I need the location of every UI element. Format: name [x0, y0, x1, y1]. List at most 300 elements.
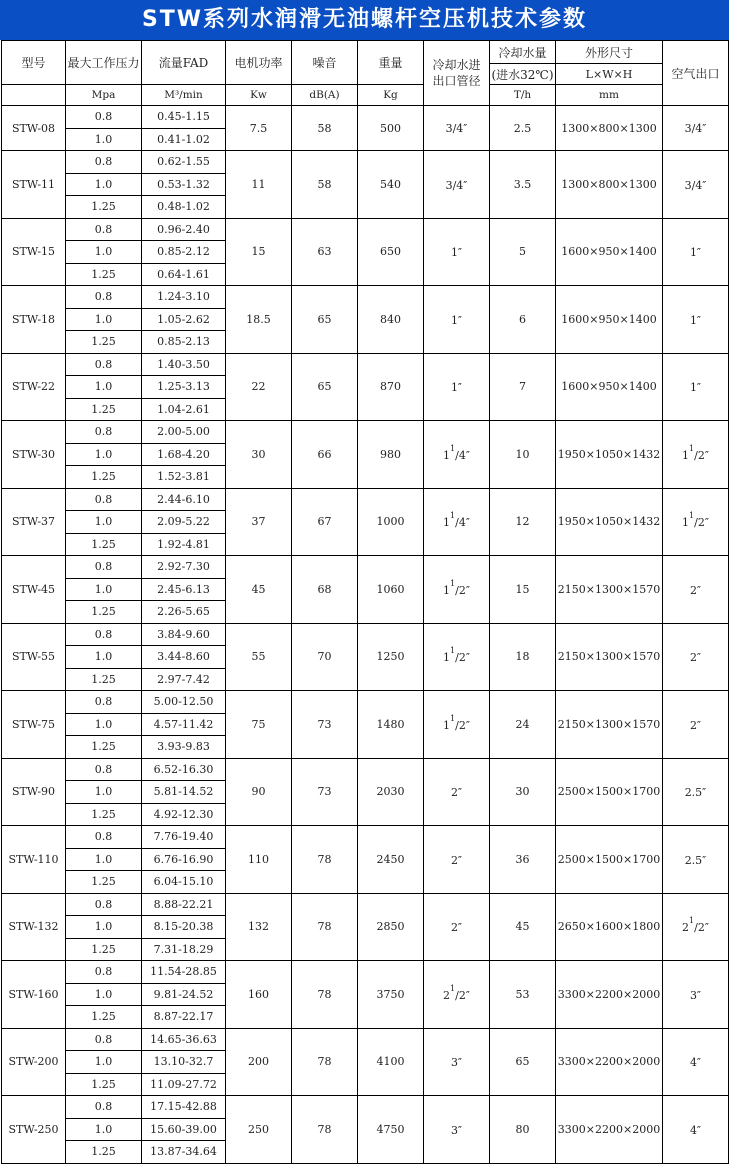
fad-cell: 0.85-2.13 [142, 331, 226, 354]
pressure-cell: 0.8 [66, 623, 142, 646]
fad-cell: 9.81-24.52 [142, 983, 226, 1006]
weight-cell: 2030 [358, 758, 424, 826]
weight-cell: 1480 [358, 691, 424, 759]
outlet-cell [663, 826, 729, 894]
outlet-cell-rest: 3/4″ [684, 178, 707, 192]
pipe-cell-value [451, 854, 462, 867]
pipe-cell-value [443, 713, 470, 732]
model-cell: STW-160 [2, 961, 66, 1029]
pressure-cell: 0.8 [66, 421, 142, 444]
pressure-cell: 1.25 [66, 331, 142, 354]
power-cell: 90 [226, 758, 292, 826]
pipe-cell-numerator: 1 [450, 511, 456, 521]
pressure-cell: 0.8 [66, 961, 142, 984]
pipe-cell [424, 1096, 490, 1164]
pipe-cell-rest: 2″ [450, 921, 463, 935]
pressure-cell: 1.25 [66, 871, 142, 894]
water-cell: 10 [490, 421, 556, 489]
model-cell: STW-45 [2, 556, 66, 624]
table-row [2, 1096, 729, 1119]
model-cell: STW-55 [2, 623, 66, 691]
weight-cell: 1060 [358, 556, 424, 624]
pipe-cell [424, 421, 490, 489]
table-row [2, 488, 729, 511]
pressure-cell: 1.0 [66, 128, 142, 151]
outlet-cell-rest: 4″ [689, 1056, 702, 1070]
pipe-cell [424, 218, 490, 286]
dims-cell: 2500×1500×1700 [556, 758, 663, 826]
fad-cell: 0.85-2.12 [142, 241, 226, 264]
outlet-cell [663, 556, 729, 624]
outlet-cell-rest: /2″ [694, 921, 709, 935]
water-cell: 5 [490, 218, 556, 286]
pressure-cell: 1.25 [66, 736, 142, 759]
power-cell: 18.5 [226, 286, 292, 354]
power-cell: 15 [226, 218, 292, 286]
weight-cell: 2450 [358, 826, 424, 894]
pipe-cell-whole: 1 [443, 718, 451, 732]
water-cell: 53 [490, 961, 556, 1029]
water-cell: 80 [490, 1096, 556, 1164]
outlet-cell-rest: 2″ [689, 718, 702, 732]
pipe-cell-rest: /4″ [455, 448, 470, 462]
pipe-cell-rest: 3/4″ [445, 178, 468, 192]
noise-cell: 78 [292, 1028, 358, 1096]
fad-cell: 1.40-3.50 [142, 353, 226, 376]
power-cell: 250 [226, 1096, 292, 1164]
pressure-cell: 1.0 [66, 308, 142, 331]
pressure-cell: 0.8 [66, 286, 142, 309]
pressure-cell: 1.0 [66, 578, 142, 601]
unit-weight: Kg [358, 85, 424, 106]
pipe-cell [424, 151, 490, 219]
table-row [2, 286, 729, 309]
pipe-cell-numerator: 1 [450, 646, 456, 656]
outlet-cell [663, 623, 729, 691]
pipe-cell-numerator: 1 [450, 443, 456, 453]
noise-cell: 67 [292, 488, 358, 556]
water-cell: 15 [490, 556, 556, 624]
outlet-cell-value [690, 651, 701, 664]
fad-cell: 0.45-1.15 [142, 106, 226, 129]
water-cell: 12 [490, 488, 556, 556]
fad-cell: 13.87-34.64 [142, 1141, 226, 1164]
weight-cell: 4100 [358, 1028, 424, 1096]
pipe-cell-whole: 1 [443, 448, 451, 462]
unit-water: T/h [490, 85, 556, 106]
fad-cell: 4.92-12.30 [142, 803, 226, 826]
pipe-cell-value [451, 921, 462, 934]
pressure-cell: 1.0 [66, 848, 142, 871]
pipe-cell-rest: /4″ [455, 516, 470, 530]
pressure-cell: 1.0 [66, 173, 142, 196]
fad-cell: 2.00-5.00 [142, 421, 226, 444]
header-weight: 重量 [358, 41, 424, 85]
outlet-cell-value [682, 443, 709, 462]
pipe-cell-numerator: 1 [450, 578, 456, 588]
dims-cell: 1950×1050×1432 [556, 488, 663, 556]
dims-cell: 1300×800×1300 [556, 106, 663, 151]
outlet-cell-value [690, 584, 701, 597]
unit-dims: mm [556, 85, 663, 106]
header-noise: 噪音 [292, 41, 358, 85]
pressure-cell: 1.0 [66, 241, 142, 264]
fad-cell: 1.25-3.13 [142, 376, 226, 399]
fad-cell: 2.92-7.30 [142, 556, 226, 579]
pipe-cell-numerator: 1 [450, 713, 456, 723]
pressure-cell: 1.0 [66, 1051, 142, 1074]
outlet-cell [663, 1028, 729, 1096]
weight-cell: 980 [358, 421, 424, 489]
outlet-cell-value [682, 511, 709, 530]
noise-cell: 58 [292, 106, 358, 151]
noise-cell: 73 [292, 758, 358, 826]
fad-cell: 0.96-2.40 [142, 218, 226, 241]
model-cell: STW-200 [2, 1028, 66, 1096]
table-row [2, 758, 729, 781]
power-cell: 7.5 [226, 106, 292, 151]
pipe-cell [424, 1028, 490, 1096]
unit-fad: M³/min [142, 85, 226, 106]
outlet-cell [663, 353, 729, 421]
noise-cell: 63 [292, 218, 358, 286]
fad-cell: 1.52-3.81 [142, 466, 226, 489]
pipe-cell-value [443, 578, 470, 597]
fad-cell: 0.53-1.32 [142, 173, 226, 196]
fad-cell: 3.84-9.60 [142, 623, 226, 646]
weight-cell: 840 [358, 286, 424, 354]
pipe-cell-rest: 1″ [450, 381, 463, 395]
fad-cell: 0.41-1.02 [142, 128, 226, 151]
outlet-cell [663, 286, 729, 354]
outlet-cell-rest: 2.5″ [684, 786, 707, 800]
pipe-cell-value [451, 786, 462, 799]
pressure-cell: 0.8 [66, 1028, 142, 1051]
fad-cell: 15.60-39.00 [142, 1118, 226, 1141]
pressure-cell: 1.25 [66, 466, 142, 489]
noise-cell: 73 [292, 691, 358, 759]
pipe-cell-rest: /2″ [455, 988, 470, 1002]
pressure-cell: 0.8 [66, 106, 142, 129]
pipe-cell-whole: 1 [443, 516, 451, 530]
pipe-cell-rest: 2″ [450, 853, 463, 867]
table-row [2, 106, 729, 129]
fad-cell: 11.09-27.72 [142, 1073, 226, 1096]
fad-cell: 7.31-18.29 [142, 938, 226, 961]
fad-cell: 2.44-6.10 [142, 488, 226, 511]
table-row [2, 151, 729, 174]
power-cell: 22 [226, 353, 292, 421]
pipe-cell [424, 353, 490, 421]
noise-cell: 78 [292, 893, 358, 961]
dims-cell: 3300×2200×2000 [556, 1096, 663, 1164]
fad-cell: 6.04-15.10 [142, 871, 226, 894]
model-cell: STW-132 [2, 893, 66, 961]
pipe-cell-value [451, 314, 462, 327]
pressure-cell: 0.8 [66, 151, 142, 174]
model-cell: STW-22 [2, 353, 66, 421]
fad-cell: 2.09-5.22 [142, 511, 226, 534]
pipe-cell [424, 691, 490, 759]
pressure-cell: 1.25 [66, 263, 142, 286]
fad-cell: 6.52-16.30 [142, 758, 226, 781]
dims-cell: 2150×1300×1570 [556, 691, 663, 759]
header-pressure: 最大工作压力 [66, 41, 142, 85]
pressure-cell: 1.0 [66, 443, 142, 466]
model-cell: STW-250 [2, 1096, 66, 1164]
outlet-cell-whole: 2 [682, 921, 690, 935]
noise-cell: 58 [292, 151, 358, 219]
water-cell: 7 [490, 353, 556, 421]
pipe-cell [424, 893, 490, 961]
pipe-cell-rest: /2″ [455, 583, 470, 597]
model-cell: STW-110 [2, 826, 66, 894]
pressure-cell: 1.0 [66, 511, 142, 534]
table-row [2, 961, 729, 984]
outlet-cell-value [685, 854, 707, 867]
table-row [2, 556, 729, 579]
header-power: 电机功率 [226, 41, 292, 85]
header-dims-sub: L×W×H [556, 64, 663, 85]
fad-cell: 1.04-2.61 [142, 398, 226, 421]
dims-cell: 2150×1300×1570 [556, 623, 663, 691]
outlet-cell [663, 218, 729, 286]
table-row [2, 353, 729, 376]
noise-cell: 78 [292, 961, 358, 1029]
model-cell: STW-15 [2, 218, 66, 286]
fad-cell: 2.26-5.65 [142, 601, 226, 624]
outlet-cell-value [690, 1056, 701, 1069]
power-cell: 55 [226, 623, 292, 691]
outlet-cell [663, 961, 729, 1029]
outlet-cell-value [682, 916, 709, 935]
water-cell: 36 [490, 826, 556, 894]
water-cell: 18 [490, 623, 556, 691]
pipe-cell [424, 286, 490, 354]
header-dims: 外形尺寸 [556, 41, 663, 64]
outlet-cell-rest: 2″ [689, 583, 702, 597]
dims-cell: 2650×1600×1800 [556, 893, 663, 961]
fad-cell: 1.24-3.10 [142, 286, 226, 309]
water-cell: 6 [490, 286, 556, 354]
pressure-cell: 1.25 [66, 938, 142, 961]
fad-cell: 0.64-1.61 [142, 263, 226, 286]
fad-cell: 1.05-2.62 [142, 308, 226, 331]
weight-cell: 1250 [358, 623, 424, 691]
pipe-cell-rest: 3″ [450, 1123, 463, 1137]
outlet-cell [663, 1096, 729, 1164]
dims-cell: 1600×950×1400 [556, 218, 663, 286]
pressure-cell: 1.0 [66, 713, 142, 736]
outlet-cell-rest: 2″ [689, 651, 702, 665]
weight-cell: 1000 [358, 488, 424, 556]
noise-cell: 68 [292, 556, 358, 624]
water-cell: 3.5 [490, 151, 556, 219]
noise-cell: 65 [292, 353, 358, 421]
pressure-cell: 0.8 [66, 893, 142, 916]
fad-cell: 1.68-4.20 [142, 443, 226, 466]
unit-model [2, 85, 66, 106]
page-title: STW系列水润滑无油螺杆空压机技术参数 [0, 0, 729, 40]
power-cell: 132 [226, 893, 292, 961]
weight-cell: 870 [358, 353, 424, 421]
model-cell: STW-08 [2, 106, 66, 151]
power-cell: 30 [226, 421, 292, 489]
water-cell: 30 [490, 758, 556, 826]
dims-cell: 3300×2200×2000 [556, 961, 663, 1029]
pipe-cell-value [446, 122, 468, 135]
pressure-cell: 1.0 [66, 1118, 142, 1141]
noise-cell: 78 [292, 1096, 358, 1164]
water-cell: 65 [490, 1028, 556, 1096]
header-model: 型号 [2, 41, 66, 85]
spec-table [1, 40, 729, 1164]
pressure-cell: 1.0 [66, 781, 142, 804]
pipe-cell-numerator: 1 [450, 983, 456, 993]
power-cell: 110 [226, 826, 292, 894]
header-water: 冷却水量 [490, 41, 556, 64]
pipe-cell-rest: 3/4″ [445, 122, 468, 136]
pressure-cell: 0.8 [66, 758, 142, 781]
weight-cell: 540 [358, 151, 424, 219]
table-row [2, 826, 729, 849]
pipe-cell [424, 106, 490, 151]
pipe-cell-rest: 2″ [450, 786, 463, 800]
outlet-cell-numerator: 1 [689, 443, 695, 453]
outlet-cell-numerator: 1 [689, 511, 695, 521]
fad-cell: 3.44-8.60 [142, 646, 226, 669]
outlet-cell-rest: 3/4″ [684, 122, 707, 136]
pipe-cell [424, 623, 490, 691]
pressure-cell: 1.25 [66, 803, 142, 826]
water-cell: 2.5 [490, 106, 556, 151]
outlet-cell-value [690, 246, 701, 259]
pipe-cell-rest: /2″ [455, 651, 470, 665]
fad-cell: 14.65-36.63 [142, 1028, 226, 1051]
header-fad: 流量FAD [142, 41, 226, 85]
outlet-cell-rest: 3″ [689, 988, 702, 1002]
fad-cell: 5.00-12.50 [142, 691, 226, 714]
outlet-cell-value [685, 786, 707, 799]
fad-cell: 17.15-42.88 [142, 1096, 226, 1119]
fad-cell: 13.10-32.7 [142, 1051, 226, 1074]
table-row [2, 893, 729, 916]
dims-cell: 1600×950×1400 [556, 286, 663, 354]
pipe-cell-rest: 3″ [450, 1056, 463, 1070]
pressure-cell: 1.25 [66, 398, 142, 421]
fad-cell: 8.87-22.17 [142, 1006, 226, 1029]
pressure-cell: 1.25 [66, 668, 142, 691]
header-pipe-line2: 出口管径 [432, 74, 481, 88]
outlet-cell-rest: 1″ [689, 313, 702, 327]
outlet-cell-value [690, 989, 701, 1002]
model-cell: STW-30 [2, 421, 66, 489]
pressure-cell: 0.8 [66, 218, 142, 241]
outlet-cell [663, 151, 729, 219]
header-water-sub: (进水32℃) [490, 64, 556, 85]
outlet-cell-value [690, 719, 701, 732]
dims-cell: 2150×1300×1570 [556, 556, 663, 624]
power-cell: 45 [226, 556, 292, 624]
outlet-cell-whole: 1 [682, 448, 690, 462]
noise-cell: 78 [292, 826, 358, 894]
outlet-cell-value [690, 1124, 701, 1137]
power-cell: 200 [226, 1028, 292, 1096]
power-cell: 37 [226, 488, 292, 556]
outlet-cell [663, 893, 729, 961]
dims-cell: 1950×1050×1432 [556, 421, 663, 489]
table-row [2, 421, 729, 444]
fad-cell: 8.15-20.38 [142, 916, 226, 939]
pipe-cell [424, 961, 490, 1029]
pipe-cell-value [443, 646, 470, 665]
fad-cell: 4.57-11.42 [142, 713, 226, 736]
outlet-cell-value [685, 179, 707, 192]
dims-cell: 1300×800×1300 [556, 151, 663, 219]
pressure-cell: 1.0 [66, 983, 142, 1006]
fad-cell: 3.93-9.83 [142, 736, 226, 759]
pipe-cell [424, 758, 490, 826]
model-cell: STW-18 [2, 286, 66, 354]
pipe-cell-value [443, 983, 470, 1002]
outlet-cell-rest: 4″ [689, 1123, 702, 1137]
outlet-cell-rest: /2″ [694, 448, 709, 462]
pipe-cell-whole: 2 [443, 988, 451, 1002]
pipe-cell-value [451, 381, 462, 394]
power-cell: 75 [226, 691, 292, 759]
header-outlet: 空气出口 [663, 41, 729, 106]
pipe-cell-value [443, 511, 470, 530]
pressure-cell: 1.25 [66, 533, 142, 556]
power-cell: 160 [226, 961, 292, 1029]
pressure-cell: 0.8 [66, 556, 142, 579]
outlet-cell [663, 758, 729, 826]
weight-cell: 650 [358, 218, 424, 286]
pressure-cell: 0.8 [66, 353, 142, 376]
weight-cell: 4750 [358, 1096, 424, 1164]
outlet-cell-whole: 1 [682, 516, 690, 530]
table-row [2, 691, 729, 714]
outlet-cell-rest: /2″ [694, 516, 709, 530]
outlet-cell-rest: 1″ [689, 246, 702, 260]
outlet-cell [663, 421, 729, 489]
outlet-cell [663, 691, 729, 759]
noise-cell: 70 [292, 623, 358, 691]
pipe-cell-value [446, 179, 468, 192]
pipe-cell-value [451, 246, 462, 259]
fad-cell: 5.81-14.52 [142, 781, 226, 804]
outlet-cell [663, 488, 729, 556]
dims-cell: 2500×1500×1700 [556, 826, 663, 894]
pressure-cell: 1.0 [66, 916, 142, 939]
pressure-cell: 0.8 [66, 1096, 142, 1119]
fad-cell: 2.45-6.13 [142, 578, 226, 601]
model-cell: STW-37 [2, 488, 66, 556]
pipe-cell-whole: 1 [443, 583, 451, 597]
pressure-cell: 1.25 [66, 1006, 142, 1029]
header-pipe-line1: 冷却水进 [432, 58, 481, 72]
outlet-cell-numerator: 1 [689, 916, 695, 926]
fad-cell: 1.92-4.81 [142, 533, 226, 556]
dims-cell: 3300×2200×2000 [556, 1028, 663, 1096]
dims-cell: 1600×950×1400 [556, 353, 663, 421]
pressure-cell: 1.25 [66, 601, 142, 624]
pipe-cell-rest: /2″ [455, 718, 470, 732]
unit-power: Kw [226, 85, 292, 106]
outlet-cell-value [690, 314, 701, 327]
noise-cell: 66 [292, 421, 358, 489]
pressure-cell: 1.0 [66, 376, 142, 399]
